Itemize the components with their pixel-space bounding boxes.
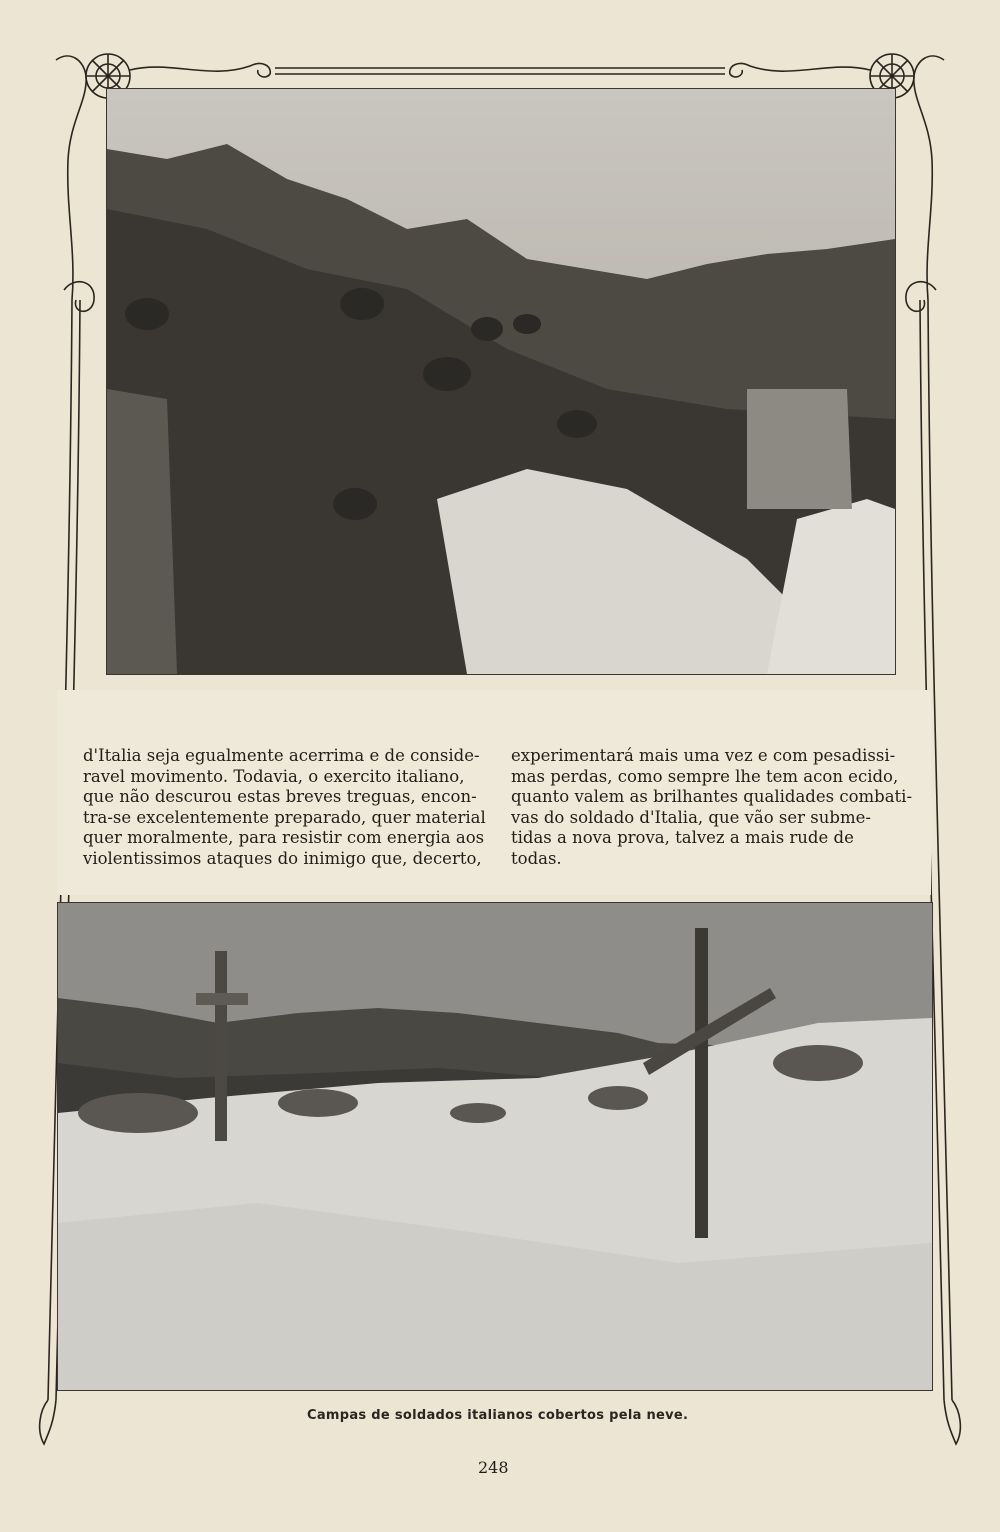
text-line: vas do soldado d'Italia, que vão ser subme- (511, 807, 871, 827)
text-line: tidas a nova prova, talvez a mais rude de (511, 828, 854, 847)
text-line: tra-se excelentemente preparado, quer material (83, 807, 486, 827)
text-line: que não descurou estas breves treguas, encon- (83, 787, 477, 806)
trench-photo (106, 88, 896, 675)
snow-graves-photo (57, 902, 933, 1391)
article-left-column (83, 746, 486, 869)
text-line: d'Italia seja egualmente acerrima e de conside- (83, 746, 480, 765)
text-line: mas perdas, como sempre lhe tem acon ecido, (511, 766, 899, 786)
text-line: todas. (511, 848, 562, 868)
article-right-column (511, 746, 916, 869)
text-line: quer moralmente, para resistir com energia aos (83, 828, 485, 847)
bottom-photo-caption: Campas de soldados italianos cobertos pela neve. (307, 1408, 689, 1423)
text-line: experimentará mais uma vez e com pesadissi- (511, 746, 896, 765)
text-line: ravel movimento. Todavia, o exercito italiano, (83, 766, 465, 786)
page-number: 248 (478, 1458, 509, 1477)
text-line: violentissimos ataques do inimigo que, decerto, (83, 848, 482, 868)
text-line: quanto valem as brilhantes qualidades combati- (511, 787, 913, 806)
